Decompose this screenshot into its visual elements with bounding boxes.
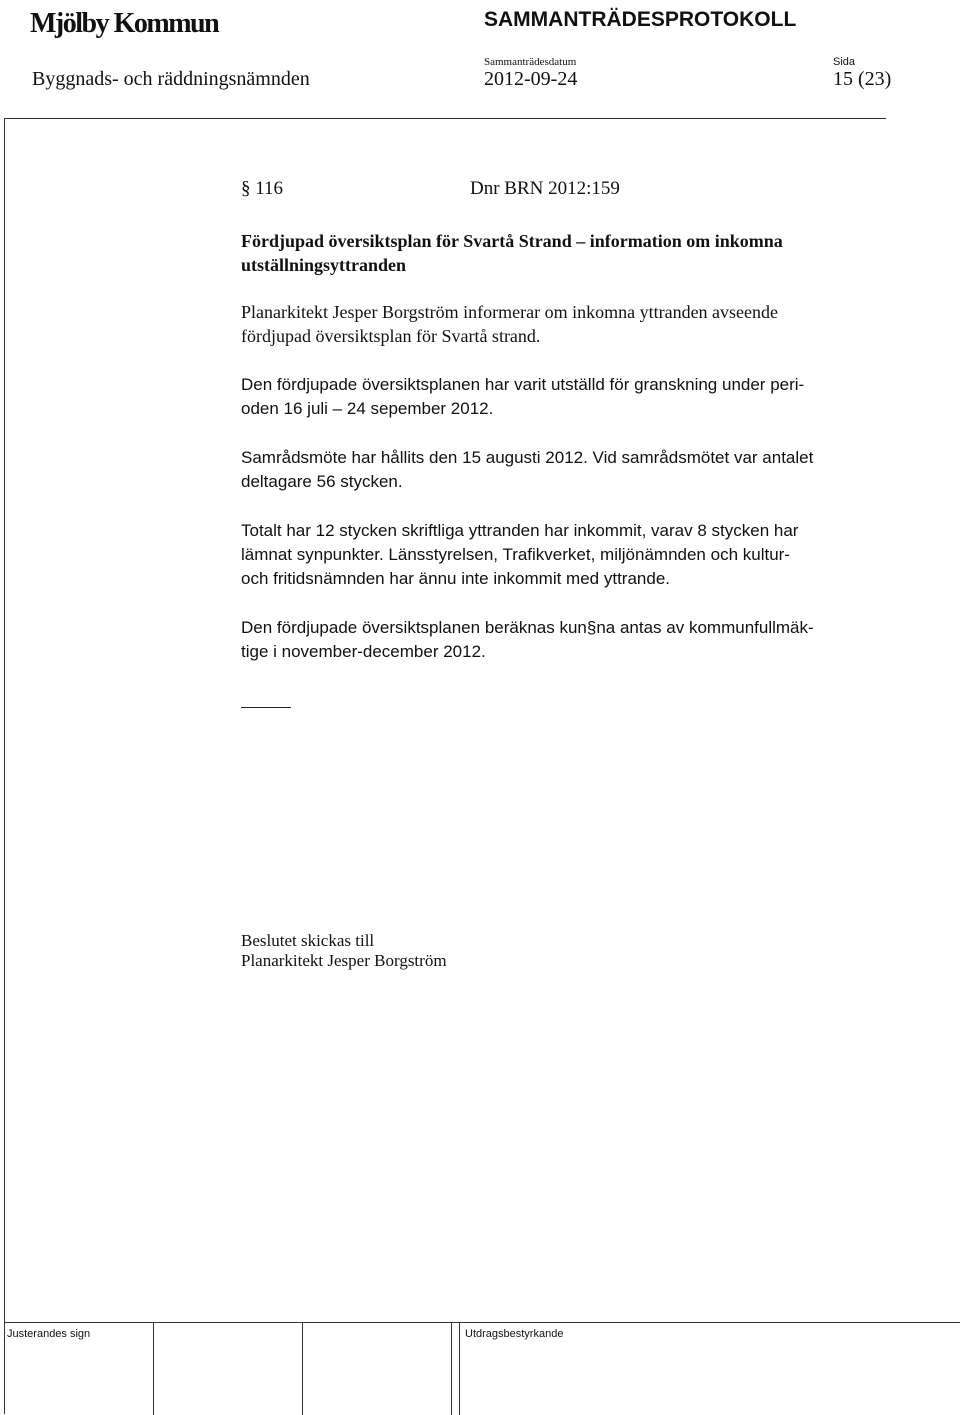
committee-name: Byggnads- och räddningsnämnden	[32, 68, 310, 90]
paragraph-4: Totalt har 12 stycken skriftliga yttranden har inkommit, varav 8 stycken har lämnat synpunkter. Länsstyrelsen, Trafikverket, miljönämnden och kultur- och fritidsnämnden har ännu inte inkommit med yttrande.	[241, 521, 799, 588]
date-label: Sammanträdesdatum	[484, 56, 577, 68]
footer-separator-2	[302, 1322, 303, 1415]
paragraph-3: Samrådsmöte har hållits den 15 augusti 2012. Vid samrådsmötet var antalet deltagare 56 stycken.	[241, 448, 814, 491]
footer-divider	[4, 1322, 960, 1323]
paragraph-1: Planarkitekt Jesper Borgström informerar om inkomna yttranden avseende fördjupad översiktsplan för Svartå strand.	[241, 302, 779, 346]
footer-separator-1	[153, 1322, 154, 1415]
paragraph-number: § 116	[241, 178, 284, 199]
organization-name: Mjölby Kommun	[30, 8, 219, 39]
page-number: 15 (23)	[833, 68, 892, 90]
sent-to-recipient: Planarkitekt Jesper Borgström	[241, 951, 447, 970]
footer-separator-4	[459, 1322, 460, 1415]
meeting-date: 2012-09-24	[484, 68, 578, 90]
footer-separator-3	[451, 1322, 452, 1415]
document-type: SAMMANTRÄDESPROTOKOLL	[484, 8, 797, 31]
page-label: Sida	[833, 56, 856, 68]
justerandes-sign-label: Justerandes sign	[7, 1328, 91, 1340]
paragraph-2: Den fördjupade översiktsplanen har varit utställd för granskning under peri- oden 16 juli – 24 sepember 2012.	[241, 375, 805, 418]
dnr-number: Dnr BRN 2012:159	[470, 178, 620, 199]
paragraph-5: Den fördjupade översiktsplanen beräknas kun§na antas av kommunfullmäk- tige i november-december 2012.	[241, 618, 814, 661]
sent-to-label: Beslutet skickas till	[241, 931, 375, 950]
utdragsbestyrkande-label: Utdragsbestyrkande	[465, 1328, 564, 1340]
left-margin-line	[4, 118, 5, 1414]
section-title: Fördjupad översiktsplan för Svartå Strand – information om inkomna utställningsyttranden	[241, 231, 783, 275]
header-divider	[4, 118, 886, 119]
section-end-rule	[241, 707, 291, 708]
